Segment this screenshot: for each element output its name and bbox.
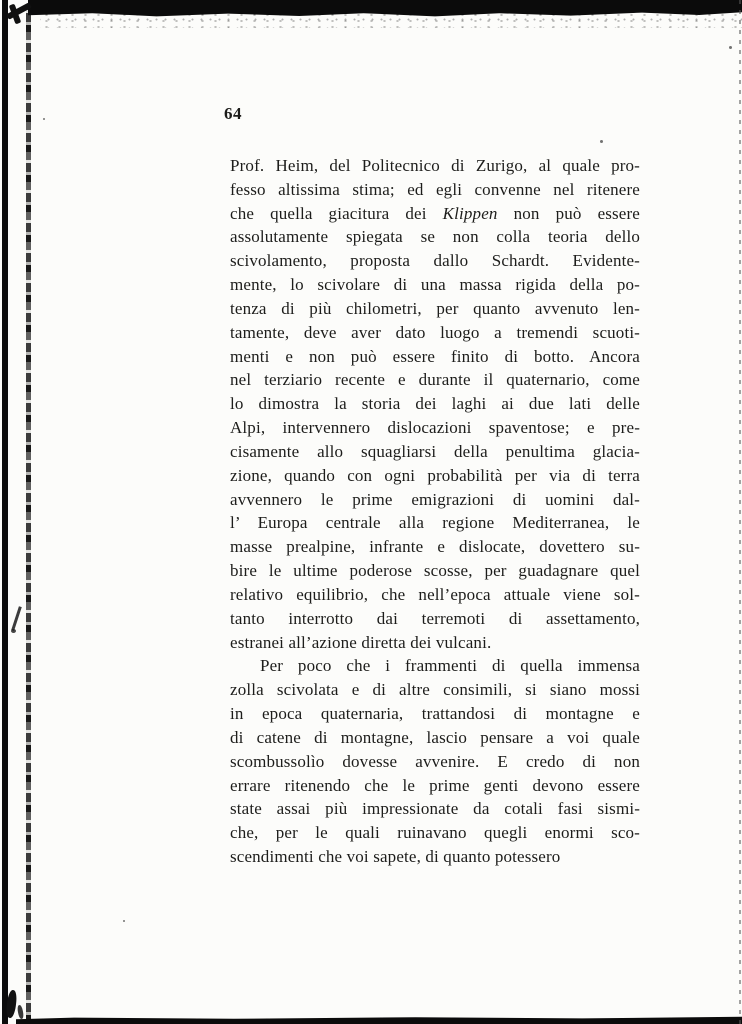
- text-segment: state assai più impressionate da cotali fasi sismi-: [230, 799, 640, 819]
- text-segment: nel terziario recente e durante il quaternario, come: [230, 370, 640, 390]
- text-segment: non può essere: [497, 203, 640, 223]
- text-segment: zolla scivolata e di altre consimili, si siano mossi: [230, 680, 640, 700]
- text-line: [230, 774, 640, 798]
- text-segment: tanto interrotto dai terremoti di assettamento,: [230, 608, 640, 628]
- scan-speck: [123, 920, 125, 922]
- text-line: [230, 559, 640, 583]
- text-line: [230, 225, 640, 249]
- text-segment: in epoca quaternaria, trattandosi di montagne e: [230, 704, 640, 724]
- text-segment: avvennero le prime emigrazioni di uomini dal-: [230, 489, 640, 509]
- text-line: [230, 678, 640, 702]
- text-line: [230, 797, 640, 821]
- text-segment: tenza di più chilometri, per quanto avvenuto len-: [230, 298, 640, 318]
- text-block: [230, 154, 640, 869]
- text-line: [230, 511, 640, 535]
- text-segment: cisamente allo squagliarsi della penultima glacia-: [230, 441, 640, 461]
- text-segment: scombussolìo dovesse avvenire. E credo di non: [230, 751, 640, 771]
- text-line: [230, 321, 640, 345]
- text-line: [230, 416, 640, 440]
- text-segment: mente, lo scivolare di una massa rigida della po-: [230, 275, 640, 295]
- scan-speck: [600, 140, 603, 143]
- text-line: [230, 488, 640, 512]
- text-line: [230, 535, 640, 559]
- scan-edge-top-speckle: [40, 12, 742, 28]
- text-line: [230, 368, 640, 392]
- text-segment: bire le ultime poderose scosse, per guadagnare quel: [230, 561, 640, 581]
- text-segment: scivolamento, proposta dallo Schardt. Evidente-: [230, 251, 640, 271]
- scan-bottom-left-mark: [17, 1005, 24, 1020]
- text-line: [230, 154, 640, 178]
- text-segment: errare ritenendo che le prime genti devono essere: [230, 775, 640, 795]
- text-line: [230, 702, 640, 726]
- text-line: [230, 273, 640, 297]
- scan-edge-right-dotted: [739, 0, 741, 1024]
- text-line: [230, 821, 640, 845]
- text-segment: tamente, deve aver dato luogo a tremendi scuoti-: [230, 322, 640, 342]
- italic-term: Klippen: [442, 203, 498, 223]
- scan-binding-shadow-line: [26, 6, 31, 1022]
- text-line: [230, 345, 640, 369]
- text-segment: Prof. Heim, del Politecnico di Zurigo, al quale pro-: [230, 156, 640, 175]
- text-line: [230, 607, 640, 631]
- text-segment: l’ Europa centrale alla regione Mediterranea, le: [230, 513, 640, 533]
- text-line: [230, 178, 640, 202]
- scan-speck: [43, 118, 45, 120]
- scan-edge-left-line: [2, 0, 8, 1024]
- text-segment: che, per le quali ruinavano quegli enormi sco-: [230, 823, 640, 843]
- text-segment: Alpi, intervennero dislocazioni spaventose; e pre-: [230, 418, 640, 438]
- text-segment: scendimenti che voi sapete, di quanto potessero: [230, 847, 561, 867]
- text-line: [230, 202, 640, 226]
- text-line: [230, 392, 640, 416]
- text-segment: masse prealpine, infrante e dislocate, dovettero su-: [230, 537, 640, 557]
- text-segment: menti e non può essere finito di botto. Ancora: [230, 346, 640, 366]
- text-segment: Per poco che i frammenti di quella immensa: [260, 656, 640, 676]
- text-segment: assolutamente spiegata se non colla teoria dello: [230, 227, 640, 247]
- scan-scratch-dot: [11, 629, 16, 633]
- text-segment: zione, quando con ogni probabilità per via di terra: [230, 465, 640, 485]
- scan-edge-bottom: [16, 1016, 742, 1024]
- text-line: [230, 654, 640, 678]
- text-segment: lo dimostra la storia dei laghi ai due lati delle: [230, 394, 640, 414]
- text-segment: relativo equilibrio, che nell’epoca attuale viene sol-: [230, 584, 640, 604]
- scan-speck: [729, 46, 732, 49]
- text-line: [230, 750, 640, 774]
- text-segment: di catene di montagne, lascio pensare a voi quale: [230, 727, 640, 747]
- text-line: [230, 726, 640, 750]
- text-segment: che quella giacitura dei: [230, 203, 443, 223]
- text-line: [230, 249, 640, 273]
- page-number: 64: [224, 104, 242, 123]
- text-line: [230, 631, 640, 655]
- text-line: [230, 464, 640, 488]
- text-line: [230, 440, 640, 464]
- text-line: [230, 845, 640, 869]
- text-line: [230, 583, 640, 607]
- text-segment: estranei all’azione diretta dei vulcani.: [230, 632, 492, 652]
- text-line: [230, 297, 640, 321]
- scan-scratch-mark: [11, 606, 21, 631]
- text-segment: fesso altissima stima; ed egli convenne nel ritenere: [230, 179, 640, 199]
